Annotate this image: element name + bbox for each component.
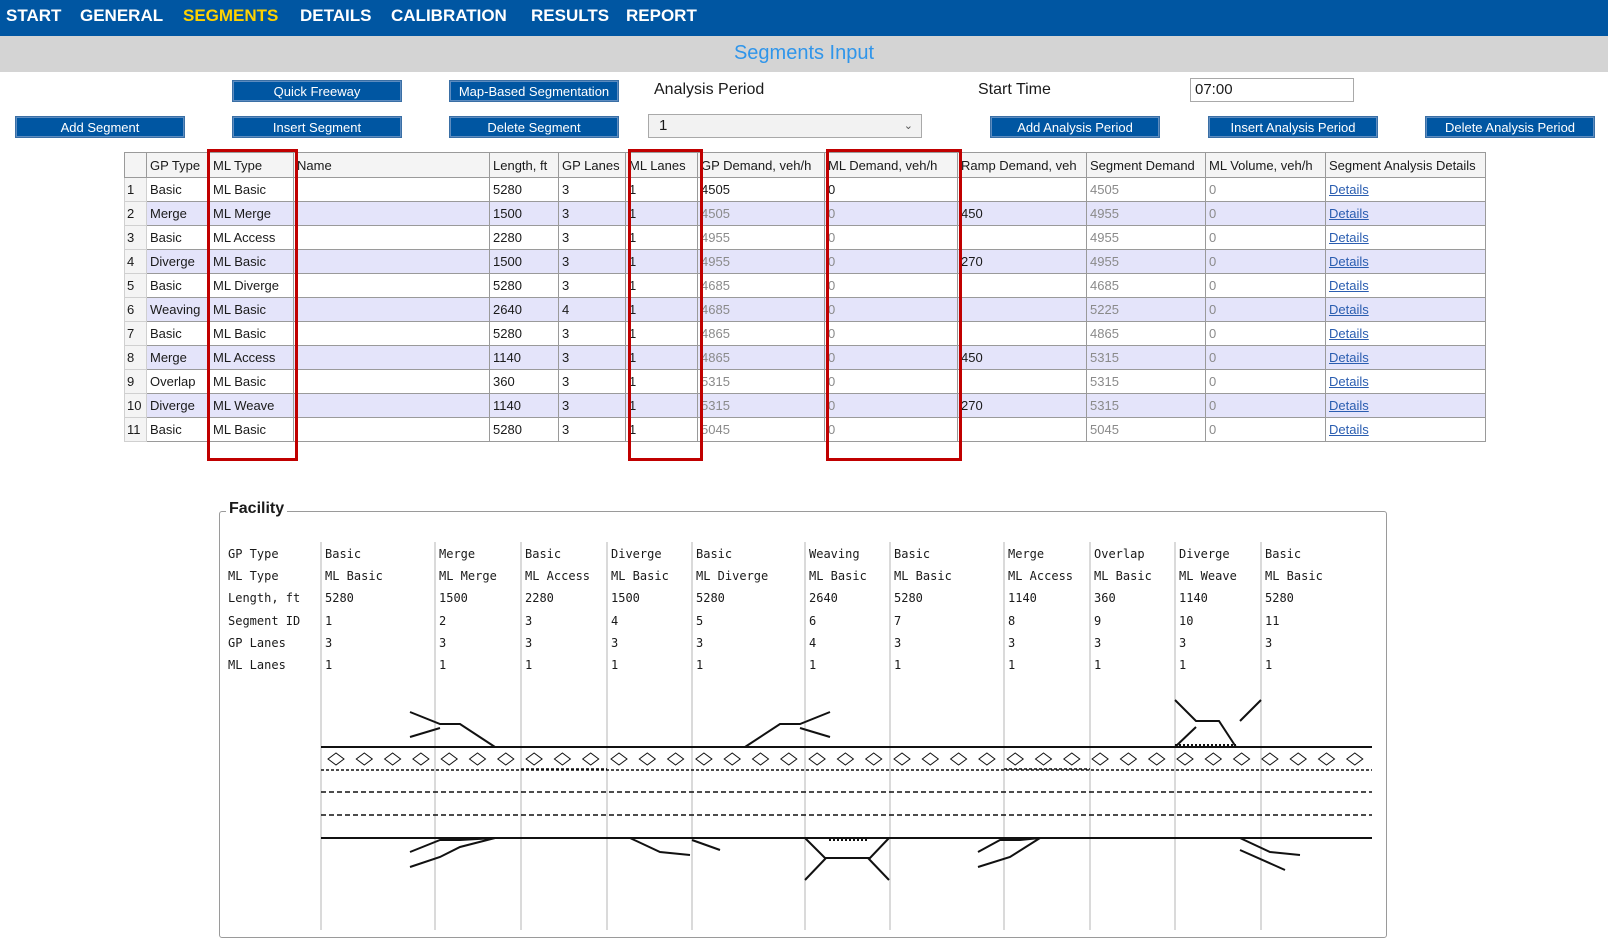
facility-cell: 1 xyxy=(696,658,704,672)
cell-ml[interactable]: ML Access xyxy=(210,346,294,370)
cell-gpl[interactable]: 3 xyxy=(559,226,626,250)
details-link[interactable]: Details xyxy=(1329,182,1369,197)
cell-seg[interactable]: 5315 xyxy=(1087,370,1206,394)
nav-item-results[interactable]: RESULTS xyxy=(531,6,610,25)
delete-segment-button[interactable]: Delete Segment xyxy=(449,116,619,138)
cell-gp[interactable]: Diverge xyxy=(147,394,210,418)
column-header[interactable]: GP Lanes xyxy=(559,153,626,178)
facility-cell: ML Access xyxy=(525,569,591,583)
cell-len[interactable]: 2640 xyxy=(490,298,559,322)
facility-row-label: GP Type xyxy=(228,547,279,561)
facility-cell: 1 xyxy=(1265,658,1273,672)
cell-mll[interactable]: 1 xyxy=(626,226,698,250)
cell-details xyxy=(1326,178,1486,202)
cell-name[interactable] xyxy=(294,418,490,442)
facility-cell: 8 xyxy=(1008,614,1016,628)
facility-cell: Basic xyxy=(525,547,562,561)
cell-mlv[interactable]: 0 xyxy=(1206,250,1326,274)
cell-gpl[interactable]: 3 xyxy=(559,322,626,346)
row-number: 9 xyxy=(125,370,147,394)
insert-segment-button[interactable]: Insert Segment xyxy=(232,116,402,138)
facility-cell: 3 xyxy=(1094,636,1102,650)
facility-cell: 3 xyxy=(894,636,902,650)
cell-mll[interactable]: 1 xyxy=(626,322,698,346)
cell-gpd[interactable]: 4505 xyxy=(698,178,825,202)
table-header-row xyxy=(125,153,1486,178)
cell-mll[interactable]: 1 xyxy=(626,346,698,370)
cell-gpd[interactable]: 4865 xyxy=(698,346,825,370)
facility-cell: 1 xyxy=(439,658,447,672)
facility-cell: ML Basic xyxy=(809,569,867,583)
cell-len[interactable]: 360 xyxy=(490,370,559,394)
nav-item-calibration[interactable]: CALIBRATION xyxy=(391,6,507,25)
row-number: 5 xyxy=(125,274,147,298)
column-header[interactable]: Ramp Demand, veh xyxy=(958,153,1087,178)
map-based-segmentation-button[interactable]: Map-Based Segmentation xyxy=(449,80,619,102)
analysis-period-select[interactable] xyxy=(648,114,922,138)
table-row xyxy=(125,226,1486,250)
column-header[interactable]: ML Demand, veh/h xyxy=(825,153,958,178)
cell-mld[interactable]: 0 xyxy=(825,226,958,250)
cell-gp[interactable]: Merge xyxy=(147,202,210,226)
cell-mlv[interactable]: 0 xyxy=(1206,322,1326,346)
cell-mll[interactable]: 1 xyxy=(626,250,698,274)
facility-cell: 2640 xyxy=(809,591,838,605)
cell-ml[interactable]: ML Weave xyxy=(210,394,294,418)
facility-cell: ML Weave xyxy=(1179,569,1237,583)
row-number: 10 xyxy=(125,394,147,418)
cell-mld[interactable]: 0 xyxy=(825,394,958,418)
facility-cell: 1 xyxy=(894,658,902,672)
cell-mld[interactable]: 0 xyxy=(825,370,958,394)
facility-cell: Basic xyxy=(1265,547,1302,561)
cell-len[interactable]: 1140 xyxy=(490,394,559,418)
cell-mlv[interactable]: 0 xyxy=(1206,274,1326,298)
table-row xyxy=(125,178,1486,202)
cell-gpd[interactable]: 5315 xyxy=(698,370,825,394)
cell-seg[interactable]: 4955 xyxy=(1087,250,1206,274)
quick-freeway-button[interactable]: Quick Freeway xyxy=(232,80,402,102)
facility-cell: Basic xyxy=(325,547,362,561)
cell-gpl[interactable]: 3 xyxy=(559,346,626,370)
facility-cell: Merge xyxy=(1008,547,1045,561)
facility-cell: 2280 xyxy=(525,591,554,605)
facility-cell: 360 xyxy=(1094,591,1116,605)
column-header[interactable]: Segment Demand xyxy=(1087,153,1206,178)
cell-name[interactable] xyxy=(294,346,490,370)
cell-mlv[interactable]: 0 xyxy=(1206,202,1326,226)
delete-analysis-period-button[interactable]: Delete Analysis Period xyxy=(1425,116,1595,138)
cell-seg[interactable]: 5045 xyxy=(1087,418,1206,442)
facility-cell: 1 xyxy=(1179,658,1187,672)
cell-ramp[interactable] xyxy=(958,274,1087,298)
details-link[interactable]: Details xyxy=(1329,206,1369,221)
column-header[interactable]: ML Type xyxy=(210,153,294,178)
cell-len[interactable]: 5280 xyxy=(490,178,559,202)
cell-mld[interactable]: 0 xyxy=(825,418,958,442)
cell-ml[interactable]: ML Basic xyxy=(210,418,294,442)
cell-len[interactable]: 1500 xyxy=(490,250,559,274)
facility-cell: 1 xyxy=(525,658,533,672)
cell-mlv[interactable]: 0 xyxy=(1206,226,1326,250)
cell-name[interactable] xyxy=(294,394,490,418)
row-number: 6 xyxy=(125,298,147,322)
facility-cell: Weaving xyxy=(809,547,860,561)
facility-cell: 3 xyxy=(611,636,619,650)
facility-cell: 11 xyxy=(1265,614,1280,628)
facility-cell: 5 xyxy=(696,614,704,628)
cell-seg[interactable]: 4505 xyxy=(1087,178,1206,202)
cell-ramp[interactable] xyxy=(958,418,1087,442)
facility-cell: 1 xyxy=(325,614,333,628)
column-header[interactable]: ML Lanes xyxy=(626,153,698,178)
cell-mlv[interactable]: 0 xyxy=(1206,394,1326,418)
facility-cell: Diverge xyxy=(611,547,662,561)
cell-len[interactable]: 1500 xyxy=(490,202,559,226)
cell-ml[interactable]: ML Diverge xyxy=(210,274,294,298)
cell-gpd[interactable]: 5315 xyxy=(698,394,825,418)
cell-ml[interactable]: ML Basic xyxy=(210,322,294,346)
table-row xyxy=(125,250,1486,274)
details-link[interactable]: Details xyxy=(1329,398,1369,413)
cell-ml[interactable]: ML Access xyxy=(210,226,294,250)
cell-details xyxy=(1326,226,1486,250)
facility-cell: Basic xyxy=(696,547,733,561)
cell-details xyxy=(1326,418,1486,442)
chevron-down-icon: ⌄ xyxy=(903,120,913,132)
cell-mll[interactable]: 1 xyxy=(626,418,698,442)
cell-seg[interactable]: 5225 xyxy=(1087,298,1206,322)
facility-cell: 1 xyxy=(809,658,817,672)
cell-gpl[interactable]: 3 xyxy=(559,250,626,274)
cell-gp[interactable]: Merge xyxy=(147,346,210,370)
facility-cell: 3 xyxy=(696,636,704,650)
cell-gpd[interactable]: 4955 xyxy=(698,250,825,274)
details-link[interactable]: Details xyxy=(1329,230,1369,245)
column-header[interactable]: Name xyxy=(294,153,490,178)
cell-seg[interactable]: 5315 xyxy=(1087,346,1206,370)
cell-mll[interactable]: 1 xyxy=(626,178,698,202)
column-header[interactable]: GP Demand, veh/h xyxy=(698,153,825,178)
segments-table xyxy=(124,152,1486,442)
cell-gp[interactable]: Overlap xyxy=(147,370,210,394)
facility-row-label: Segment ID xyxy=(228,614,301,628)
cell-mld[interactable]: 0 xyxy=(825,178,958,202)
cell-mll[interactable]: 1 xyxy=(626,298,698,322)
cell-seg[interactable]: 4685 xyxy=(1087,274,1206,298)
facility-cell: 3 xyxy=(439,636,447,650)
cell-details xyxy=(1326,346,1486,370)
cell-mld[interactable]: 0 xyxy=(825,274,958,298)
cell-gpl[interactable]: 3 xyxy=(559,394,626,418)
insert-analysis-period-button[interactable]: Insert Analysis Period xyxy=(1208,116,1378,138)
facility-cell: ML Basic xyxy=(1094,569,1152,583)
facility-cell: 1 xyxy=(325,658,333,672)
row-number: 4 xyxy=(125,250,147,274)
details-link[interactable]: Details xyxy=(1329,254,1369,269)
nav-item-details[interactable]: DETAILS xyxy=(300,6,372,25)
details-link[interactable]: Details xyxy=(1329,350,1369,365)
cell-name[interactable] xyxy=(294,226,490,250)
cell-name[interactable] xyxy=(294,298,490,322)
cell-seg[interactable]: 5315 xyxy=(1087,394,1206,418)
cell-seg[interactable]: 4865 xyxy=(1087,322,1206,346)
cell-name[interactable] xyxy=(294,202,490,226)
analysis-period-value: 1 xyxy=(659,117,668,134)
facility-row-label: ML Type xyxy=(228,569,279,583)
cell-gp[interactable]: Diverge xyxy=(147,250,210,274)
cell-len[interactable]: 1140 xyxy=(490,346,559,370)
cell-details xyxy=(1326,370,1486,394)
facility-cell: 7 xyxy=(894,614,902,628)
cell-gp[interactable]: Basic xyxy=(147,418,210,442)
row-number: 2 xyxy=(125,202,147,226)
facility-cell: 3 xyxy=(525,636,533,650)
cell-mll[interactable]: 1 xyxy=(626,202,698,226)
facility-row-label: GP Lanes xyxy=(228,636,286,650)
cell-name[interactable] xyxy=(294,370,490,394)
cell-ramp[interactable]: 450 xyxy=(958,346,1087,370)
facility-cell: Merge xyxy=(439,547,476,561)
cell-len[interactable]: 5280 xyxy=(490,322,559,346)
cell-mld[interactable]: 0 xyxy=(825,202,958,226)
cell-mlv[interactable]: 0 xyxy=(1206,370,1326,394)
facility-cell: 1500 xyxy=(439,591,468,605)
nav-item-segments[interactable]: SEGMENTS xyxy=(183,6,279,25)
cell-gpl[interactable]: 3 xyxy=(559,202,626,226)
cell-gpd[interactable]: 4685 xyxy=(698,274,825,298)
cell-ml[interactable]: ML Merge xyxy=(210,202,294,226)
table-row xyxy=(125,346,1486,370)
analysis-period-label: Analysis Period xyxy=(654,81,765,98)
details-link[interactable]: Details xyxy=(1329,302,1369,317)
cell-mlv[interactable]: 0 xyxy=(1206,418,1326,442)
facility-row-label: ML Lanes xyxy=(228,658,286,672)
cell-mld[interactable]: 0 xyxy=(825,346,958,370)
nav-item-general[interactable]: GENERAL xyxy=(80,6,164,25)
cell-ramp[interactable] xyxy=(958,322,1087,346)
cell-name[interactable] xyxy=(294,178,490,202)
cell-gpl[interactable]: 4 xyxy=(559,298,626,322)
cell-gpl[interactable]: 3 xyxy=(559,178,626,202)
facility-cell: 10 xyxy=(1179,614,1194,628)
facility-cell: 3 xyxy=(1179,636,1187,650)
cell-ml[interactable]: ML Basic xyxy=(210,178,294,202)
cell-mll[interactable]: 1 xyxy=(626,274,698,298)
details-link[interactable]: Details xyxy=(1329,422,1369,437)
add-segment-button[interactable]: Add Segment xyxy=(15,116,185,138)
add-analysis-period-button[interactable]: Add Analysis Period xyxy=(990,116,1160,138)
table-row xyxy=(125,274,1486,298)
cell-details xyxy=(1326,202,1486,226)
column-header[interactable]: Segment Analysis Details xyxy=(1326,153,1486,178)
cell-ml[interactable]: ML Basic xyxy=(210,250,294,274)
facility-cell: 4 xyxy=(611,614,619,628)
facility-cell: Overlap xyxy=(1094,547,1145,561)
cell-gpd[interactable]: 4505 xyxy=(698,202,825,226)
cell-seg[interactable]: 4955 xyxy=(1087,202,1206,226)
cell-ramp[interactable]: 450 xyxy=(958,202,1087,226)
row-number: 1 xyxy=(125,178,147,202)
facility-cell: ML Basic xyxy=(1265,569,1323,583)
start-time-label: Start Time xyxy=(978,81,1051,98)
cell-ramp[interactable] xyxy=(958,226,1087,250)
facility-cell: ML Diverge xyxy=(696,569,769,583)
cell-mlv[interactable]: 0 xyxy=(1206,346,1326,370)
table-row xyxy=(125,298,1486,322)
facility-cell: ML Basic xyxy=(325,569,383,583)
cell-name[interactable] xyxy=(294,322,490,346)
cell-gpl[interactable]: 3 xyxy=(559,274,626,298)
row-number-header xyxy=(125,153,147,178)
cell-ramp[interactable] xyxy=(958,370,1087,394)
facility-row-label: Length, ft xyxy=(228,591,301,605)
cell-gpd[interactable]: 4685 xyxy=(698,298,825,322)
details-link[interactable]: Details xyxy=(1329,374,1369,389)
table-row xyxy=(125,202,1486,226)
cell-details xyxy=(1326,250,1486,274)
cell-ramp[interactable]: 270 xyxy=(958,394,1087,418)
cell-mll[interactable]: 1 xyxy=(626,370,698,394)
cell-gpl[interactable]: 3 xyxy=(559,418,626,442)
facility-cell: 3 xyxy=(525,614,533,628)
cell-mll[interactable]: 1 xyxy=(626,394,698,418)
facility-panel xyxy=(219,511,1387,938)
row-number: 11 xyxy=(125,418,147,442)
cell-ml[interactable]: ML Basic xyxy=(210,370,294,394)
top-nav xyxy=(0,0,1608,36)
cell-ramp[interactable]: 270 xyxy=(958,250,1087,274)
nav-item-report[interactable]: REPORT xyxy=(626,6,697,25)
cell-name[interactable] xyxy=(294,250,490,274)
nav-item-start[interactable]: START xyxy=(6,6,62,25)
column-header[interactable]: Length, ft xyxy=(490,153,559,178)
table-row xyxy=(125,394,1486,418)
facility-cell: 1140 xyxy=(1008,591,1037,605)
facility-cell: 6 xyxy=(809,614,817,628)
facility-cell: ML Basic xyxy=(894,569,952,583)
facility-cell: ML Basic xyxy=(611,569,669,583)
cell-details xyxy=(1326,298,1486,322)
cell-mld[interactable]: 0 xyxy=(825,250,958,274)
cell-gp[interactable]: Weaving xyxy=(147,298,210,322)
cell-gp[interactable]: Basic xyxy=(147,178,210,202)
cell-mlv[interactable]: 0 xyxy=(1206,178,1326,202)
facility-cell: 3 xyxy=(325,636,333,650)
cell-gp[interactable]: Basic xyxy=(147,226,210,250)
column-header[interactable]: ML Volume, veh/h xyxy=(1206,153,1326,178)
page-title: Segments Input xyxy=(733,42,875,64)
page-title-bar xyxy=(0,36,1608,72)
facility-cell: 4 xyxy=(809,636,817,650)
facility-cell: 1 xyxy=(611,658,619,672)
facility-cell: 5280 xyxy=(894,591,923,605)
details-link[interactable]: Details xyxy=(1329,326,1369,341)
cell-mld[interactable]: 0 xyxy=(825,298,958,322)
cell-len[interactable]: 2280 xyxy=(490,226,559,250)
facility-cell: 9 xyxy=(1094,614,1102,628)
facility-cell: 5280 xyxy=(325,591,354,605)
cell-details xyxy=(1326,394,1486,418)
facility-cell: 5280 xyxy=(1265,591,1294,605)
cell-seg[interactable]: 4955 xyxy=(1087,226,1206,250)
facility-cell: 5280 xyxy=(696,591,725,605)
facility-cell: Basic xyxy=(894,547,931,561)
cell-ramp[interactable] xyxy=(958,298,1087,322)
cell-mld[interactable]: 0 xyxy=(825,322,958,346)
cell-gpl[interactable]: 3 xyxy=(559,370,626,394)
column-header[interactable]: GP Type xyxy=(147,153,210,178)
cell-mlv[interactable]: 0 xyxy=(1206,298,1326,322)
facility-cell: 1140 xyxy=(1179,591,1208,605)
facility-cell: Diverge xyxy=(1179,547,1230,561)
table-row xyxy=(125,322,1486,346)
table-row xyxy=(125,370,1486,394)
facility-cell: 1 xyxy=(1008,658,1016,672)
cell-len[interactable]: 5280 xyxy=(490,274,559,298)
facility-cell: 2 xyxy=(439,614,447,628)
cell-gpd[interactable]: 4865 xyxy=(698,322,825,346)
row-number: 7 xyxy=(125,322,147,346)
row-number: 3 xyxy=(125,226,147,250)
table-row xyxy=(125,418,1486,442)
cell-ramp[interactable] xyxy=(958,178,1087,202)
start-time-input[interactable]: 07:00 xyxy=(1190,78,1354,102)
facility-cell: 3 xyxy=(1008,636,1016,650)
facility-cell: ML Access xyxy=(1008,569,1074,583)
cell-ml[interactable]: ML Basic xyxy=(210,298,294,322)
facility-cell: 3 xyxy=(1265,636,1273,650)
cell-gpd[interactable]: 5045 xyxy=(698,418,825,442)
cell-name[interactable] xyxy=(294,274,490,298)
facility-cell: 1500 xyxy=(611,591,640,605)
details-link[interactable]: Details xyxy=(1329,278,1369,293)
cell-details xyxy=(1326,322,1486,346)
cell-details xyxy=(1326,274,1486,298)
row-number: 8 xyxy=(125,346,147,370)
facility-title: Facility xyxy=(226,500,287,518)
facility-cell: 1 xyxy=(1094,658,1102,672)
cell-gpd[interactable]: 4955 xyxy=(698,226,825,250)
cell-len[interactable]: 5280 xyxy=(490,418,559,442)
cell-gp[interactable]: Basic xyxy=(147,274,210,298)
facility-cell: ML Merge xyxy=(439,569,497,583)
cell-gp[interactable]: Basic xyxy=(147,322,210,346)
